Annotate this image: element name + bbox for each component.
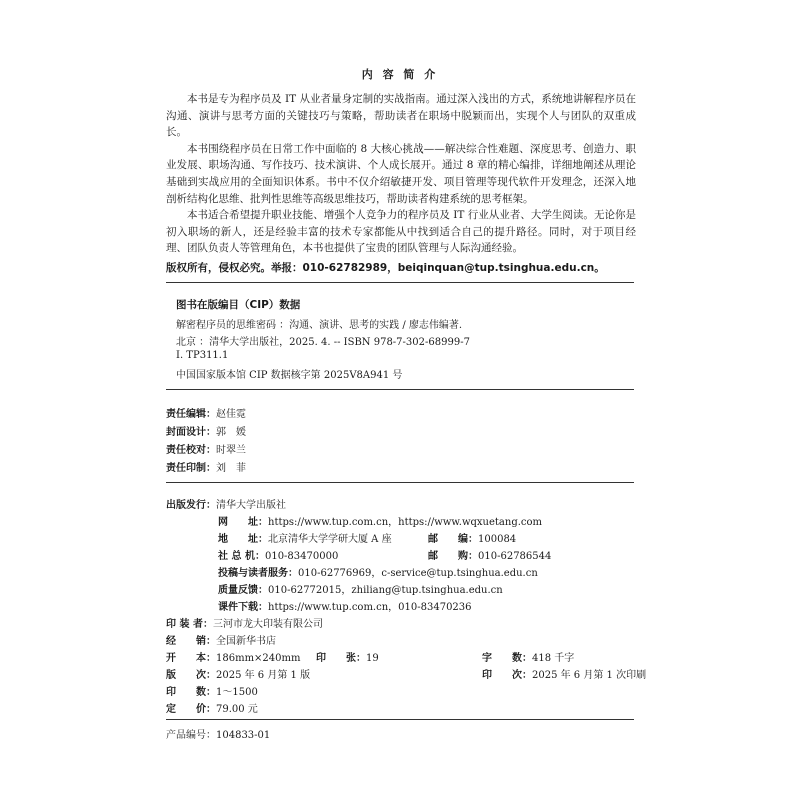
printer-row [166, 615, 323, 630]
sheets-value: 19 [366, 653, 379, 664]
address-label: 地 址： [218, 534, 268, 545]
publisher-row [166, 496, 286, 511]
website-label: 网 址： [218, 517, 268, 528]
website-row [218, 513, 542, 528]
mail-order-row [428, 547, 551, 562]
intro-paragraph: 本书围绕程序员在日常工作中面临的 8 大核心挑战——解决综合性难题、深度思考、创造力、职业发展、职场沟通、写作技巧、技术演讲、个人成长展开。通过 8 章的精心编排，详细地阐述从理论基础到实战应用的全面知识体系。书中不仅介绍敏捷开发、项目管理等现代软件开发理念，还深入地剖析结构化思维、批判性思维等高级思维技巧，帮助读者构建系统的思考框架。 [166, 142, 636, 205]
editor-label: 封面设计： [166, 427, 216, 438]
editor-value: 刘 菲 [216, 463, 246, 474]
copies-value: 1～1500 [216, 687, 258, 698]
postcode-row [428, 530, 516, 545]
switchboard-label: 社 总 机： [218, 551, 265, 562]
format-row [166, 649, 300, 664]
postcode-value: 100084 [478, 534, 517, 545]
intro-paragraph: 本书是专为程序员及 IT 从业者量身定制的实战指南。通过深入浅出的方式，系统地讲解程序员在沟通、演讲与思考方面的关键技巧与策略，帮助读者在职场中脱颖而出，实现个人与团队的双重成长。 [166, 93, 636, 139]
editor-value: 赵佳霓 [216, 409, 246, 420]
distributor-label: 经 销： [166, 636, 216, 647]
printer-value: 三河市龙大印装有限公司 [212, 619, 323, 630]
quality-label: 质量反馈： [218, 585, 268, 596]
cip-line: 中国国家版本馆 CIP 数据核字第 2025V8A941 号 [176, 370, 403, 381]
postcode-label: 邮 编： [428, 534, 478, 545]
word-count-value: 418 千字 [532, 653, 575, 664]
copies-row [166, 683, 258, 698]
cip-line: 北京 ：清华大学出版社，2025. 4. -- ISBN 978-7-302-68999-7 [176, 337, 470, 348]
publisher-label: 出版发行： [166, 500, 216, 511]
distributor-value: 全国新华书店 [216, 636, 276, 647]
address-row [218, 530, 392, 545]
cip-line: Ⅰ. TP311.1 [176, 350, 229, 361]
cip-heading: 图书在版编目（CIP）数据 [176, 299, 301, 311]
divider [166, 389, 634, 390]
format-value: 186mm×240mm [216, 653, 301, 664]
divider [166, 282, 634, 283]
contribution-row [218, 564, 538, 579]
courseware-label: 课件下载： [218, 602, 268, 613]
editor-label: 责任印制： [166, 463, 216, 474]
product-number: 产品编号：104833-01 [166, 730, 271, 741]
website-value: https://www.tup.com.cn，https://www.wqxuetang.com [268, 517, 543, 528]
price-row [166, 700, 258, 715]
contribution-label: 投稿与读者服务： [218, 568, 298, 579]
editor-row [166, 459, 246, 474]
printer-label: 印 装 者： [166, 619, 213, 630]
courseware-row [218, 598, 472, 613]
mail-order-value: 010-62786544 [478, 551, 552, 562]
editor-value: 郭 媛 [216, 427, 246, 438]
impression-row [482, 666, 646, 681]
word-count-row [482, 649, 574, 664]
distributor-row [166, 632, 276, 647]
contribution-value: 010-62776969，c-service@tup.tsinghua.edu.cn [298, 568, 538, 579]
cip-line: 解密程序员的思维密码 ：沟通、演讲、思考的实践 / 廖志伟编著. [176, 320, 463, 331]
editor-label: 责任校对： [166, 445, 216, 456]
intro-paragraph: 本书适合希望提升职业技能、增强个人竞争力的程序员及 IT 行业从业者、大学生阅读。无论你是初入职场的新人，还是经验丰富的技术专家都能从中找到适合自己的提升路径。同时，对于项目经理、团队负责人等管理角色，本书也提供了宝贵的团队管理与人际沟通经验。 [166, 209, 636, 255]
price-label: 定 价： [166, 704, 216, 715]
editor-label: 责任编辑： [166, 409, 216, 420]
quality-value: 010-62772015，zhiliang@tup.tsinghua.edu.cn [268, 585, 503, 596]
editor-row [166, 441, 246, 456]
intro-title: 内 容 简 介 [361, 68, 439, 81]
sheets-label: 印 张： [316, 653, 366, 664]
sheets-row [316, 649, 379, 664]
intro-body [166, 91, 636, 257]
edition-label: 版 次： [166, 670, 216, 681]
editor-value: 时翠兰 [216, 445, 246, 456]
copyright-notice: 版权所有，侵权必究。举报：010-62782989，beiqinquan@tup.tsinghua.edu.cn。 [166, 262, 605, 274]
copies-label: 印 数： [166, 687, 216, 698]
edition-value: 2025 年 6 月第 1 版 [216, 670, 311, 681]
address-value: 北京清华大学学研大厦 A 座 [268, 534, 392, 545]
publisher-value: 清华大学出版社 [216, 500, 286, 511]
format-label: 开 本： [166, 653, 216, 664]
quality-row [218, 581, 503, 596]
editor-row [166, 423, 246, 438]
impression-label: 印 次： [482, 670, 532, 681]
switchboard-value: 010-83470000 [264, 551, 339, 562]
word-count-label: 字 数： [482, 653, 532, 664]
editor-row [166, 405, 246, 420]
impression-value: 2025 年 6 月第 1 次印刷 [532, 670, 647, 681]
courseware-value: https://www.tup.com.cn，010-83470236 [268, 602, 472, 613]
divider [166, 482, 634, 483]
price-value: 79.00 元 [216, 704, 258, 715]
mail-order-label: 邮 购： [428, 551, 478, 562]
switchboard-row [218, 547, 338, 562]
divider [166, 719, 634, 720]
edition-row [166, 666, 310, 681]
